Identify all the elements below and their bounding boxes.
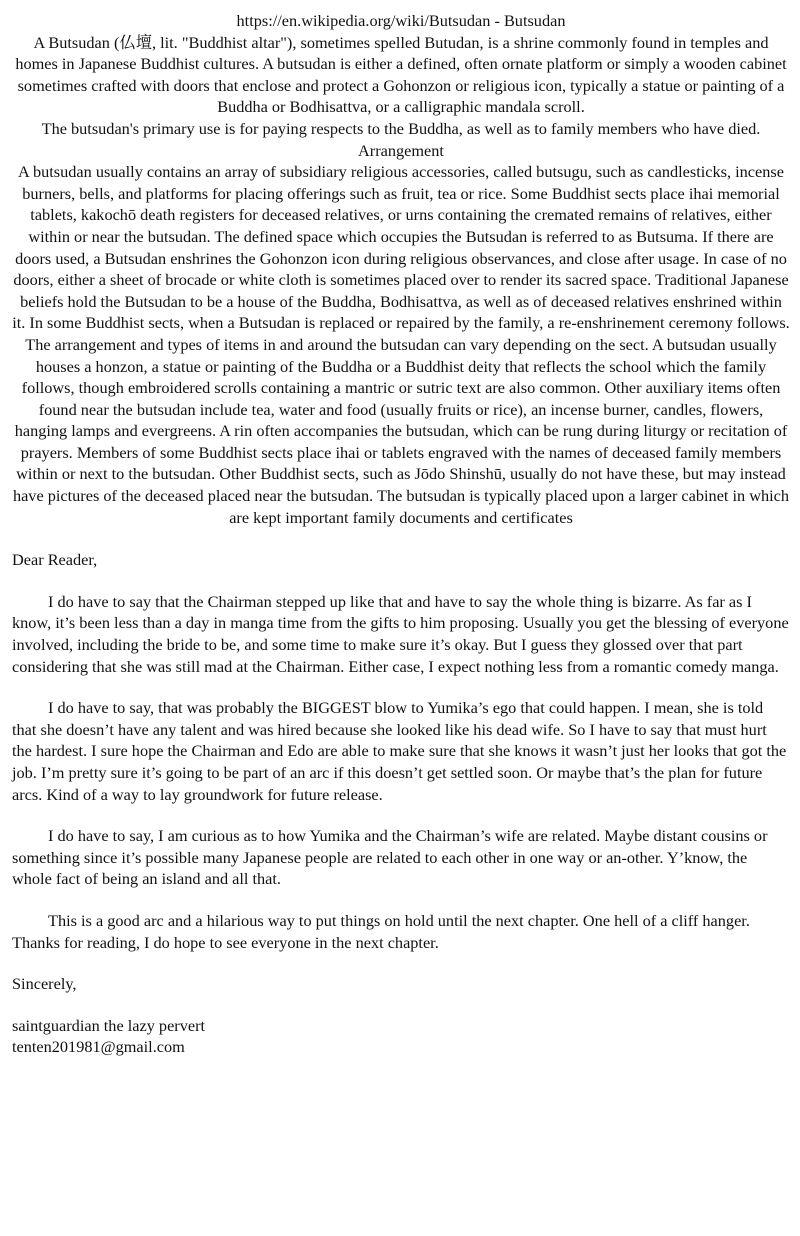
letter-salutation: Dear Reader, [12,550,98,570]
letter-paragraph-3: I do have to say, I am curious as to how Yumika and the Chairman’s wife are related. Maybe distant cousins or something since it’s possible many Japanese people are related to each other in one way or an-other. Y’know, the whole fact of being an island and all that. [12,826,768,889]
wikipedia-excerpt [12,10,790,528]
signature-name: saintguardian the lazy pervert [12,1015,206,1035]
letter-closing: Sincerely, [12,974,77,994]
section-heading-arrangement: Arrangement [358,140,444,160]
wiki-use-paragraph: The butsudan's primary use is for paying respects to the Buddha, as well as to family members who have died. [41,118,761,138]
signature-email: tenten201981@gmail.com [12,1037,185,1057]
wiki-arrangement-paragraph-2: The arrangement and types of items in and around the butsudan can vary depending on the sect. A butsudan usually houses a honzon, a statue or painting of the Buddha or a Buddhist deity that reflects the school which the family follows, though embroidered scrolls containing a mantric or sutric text are also common. Other auxiliary items often found near the butsudan include tea, water and food (usually fruits or rice), an incense burner, candles, flowers, hanging lamps and evergreens. A rin often accompanies the butsudan, which can be rung during liturgy or recitation of prayers. Members of some Buddhist sects place ihai or tablets engraved with the names of deceased family members within or next to the butsudan. Other Buddhist sects, such as Jōdo Shinshū, usually do not have these, but may instead have pictures of the deceased placed near the butsudan. The butsudan is typically placed upon a larger cabinet in which are kept important family documents and certificates [12,334,790,527]
source-url-line: https://en.wikipedia.org/wiki/Butsudan - Butsudan [236,11,566,30]
wiki-arrangement-paragraph-1: A butsudan usually contains an array of subsidiary religious accessories, called butsugu, such as candlesticks, incense burners, bells, and platforms for placing offerings such as fruit, tea or rice. Some Buddhist sects place ihai memorial tablets, kakochō death registers for deceased relatives, or urns containing the cremated remains of relatives, either within or near the butsudan. The defined space which occupies the Butsudan is referred to as Butsuma. If there are doors used, a Butsudan enshrines the Gohonzon icon during religious observances, and close after usage. In case of no doors, either a sheet of brocade or white cloth is sometimes placed over to render its sacred space. Traditional Japanese beliefs hold the Butsudan to be a house of the Buddha, Bodhisattva, as well as of deceased relatives enshrined within it. In some Buddhist sects, when a Butsudan is replaced or repaired by the family, a re-enshrinement ceremony follows. [12,162,790,333]
letter-paragraph-1: I do have to say that the Chairman stepped up like that and have to say the whole thing is bizarre. As far as I know, it’s been less than a day in manga time from the gifts to him proposing. Usually you get the blessing of everyone involved, including the bride to be, and some time to make sure it’s okay. But I guess they glossed over that part considering that she was still mad at the Chairman. Either case, I expect nothing less from a romantic comedy manga. [12,591,789,676]
letter-paragraph-4: This is a good arc and a hilarious way to put things on hold until the next chapter. One hell of a cliff hanger. Thanks for reading, I do hope to see everyone in the next chapter. [12,910,750,952]
wiki-intro-paragraph: A Butsudan (仏壇, lit. "Buddhist altar"), sometimes spelled Butudan, is a shrine commonly found in temples and homes in Japanese Buddhist cultures. A butsudan is either a defined, often ornate platform or simply a wooden cabinet sometimes crafted with doors that enclose and protect a Gohonzon or religious icon, typically a statue or painting of a Buddha or Bodhisattva, or a calligraphic mandala scroll. [15,32,787,117]
letter-paragraph-2: I do have to say, that was probably the BIGGEST blow to Yumika’s ego that could happen. I mean, she is told that she doesn’t have any talent and was hired because she looked like his dead wife. So I have to say that must hurt the hardest. I sure hope the Chairman and Edo are able to make sure that she knows it wasn’t just her looks that got the job. I’m pretty sure it’s going to be part of an arc if this doesn’t get settled soon. Or maybe that’s the plan for future arcs. Kind of a way to lay groundwork for future release. [12,698,787,804]
letter-to-reader [12,549,790,1058]
